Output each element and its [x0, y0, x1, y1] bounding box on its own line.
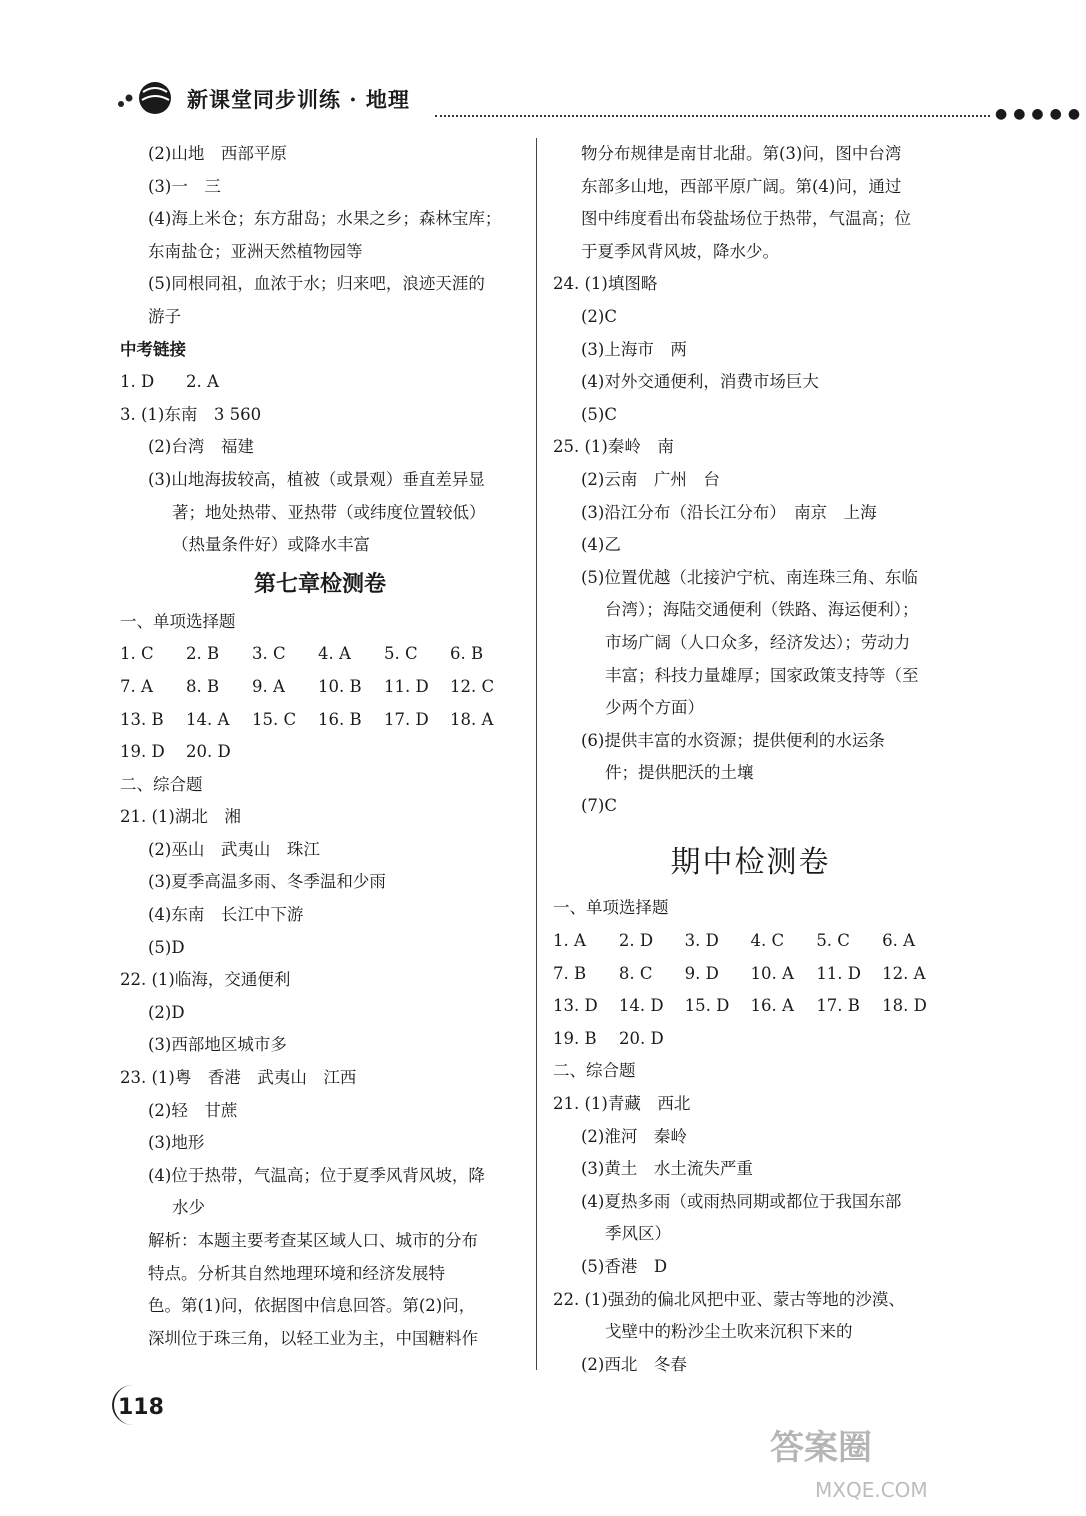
answer-line: (4)海上米仓；东方甜岛；水果之乡；森林宝库； [148, 209, 502, 229]
answer-line: 21. (1)青藏 西北 [553, 1094, 691, 1114]
analysis-line: 物分布规律是南甘北甜。第(3)问，图中台湾 [581, 144, 902, 163]
mc-answer: 13. B [120, 709, 164, 729]
mc-answer: 10. A [750, 963, 794, 983]
mc-answer: 1. D [120, 372, 155, 392]
answer-line: (3)黄土 水土流失严重 [581, 1159, 753, 1179]
book-logo-icon [115, 78, 181, 118]
mc-answer: 10. B [318, 676, 362, 696]
mc-answer: 20. D [186, 742, 231, 762]
mc-answer: 19. D [120, 742, 165, 762]
mc-answer: 14. A [186, 709, 230, 729]
answer-line: 游子 [148, 306, 181, 326]
watermark-url: MXQE.COM [815, 1478, 928, 1502]
mc-row [553, 958, 948, 991]
answer-line: 件；提供肥沃的土壤 [605, 763, 754, 783]
answer-line: (4)乙 [581, 535, 621, 555]
answer-line: (2)西北 冬春 [581, 1354, 687, 1374]
header-title: 新课堂同步训练 · 地理 [187, 87, 410, 112]
mc-answer: 1. C [120, 644, 154, 664]
answer-line: 25. (1)秦岭 南 [553, 437, 674, 457]
page-header [115, 78, 1086, 122]
mc-answer: 6. A [882, 931, 916, 951]
header-dots: ●●●●● [995, 106, 1086, 122]
mc-answer: 12. C [450, 676, 495, 696]
answer-line: 市场广阔（人口众多，经济发达）；劳动力 [605, 632, 911, 652]
analysis-line: 特点。分析其自然地理环境和经济发展特 [148, 1263, 445, 1283]
answer-line: (2)D [148, 1002, 185, 1022]
answer-line: (3)夏季高温多雨、冬季温和少雨 [148, 872, 386, 892]
answer-line: 少两个方面） [605, 698, 704, 718]
column-divider [536, 138, 537, 1370]
answer-line: 21. (1)湖北 湘 [120, 807, 241, 827]
answer-line: (2)云南 广州 台 [581, 469, 720, 489]
answer-line: (6)提供丰富的水资源；提供便利的水运条 [581, 730, 885, 750]
analysis-line: 深圳位于珠三角，以轻工业为主，中国糖料作 [148, 1328, 478, 1348]
mc-answer: 12. A [882, 963, 926, 983]
mc-answer: 7. A [120, 676, 153, 696]
analysis-line: 图中纬度看出布袋盐场位于热带，气温高；位 [581, 209, 911, 229]
mc-answer: 8. B [186, 676, 220, 696]
answer-line: (7)C [581, 795, 617, 815]
left-column [120, 138, 520, 1355]
mc-answer: 18. D [882, 996, 927, 1016]
mc-answer: 9. D [684, 963, 719, 983]
right-column [553, 138, 948, 1381]
mc-answer: 7. B [553, 963, 587, 983]
mc-answer: 5. C [384, 644, 418, 664]
answer-line: 东南盐仓；亚洲天然植物园等 [148, 241, 363, 261]
mc-answer: 3. D [684, 931, 719, 951]
analysis-line: 色。第(1)问，依据图中信息回答。第(2)问， [148, 1296, 476, 1316]
mc-row [120, 671, 520, 704]
analysis-line: 东部多山地，西部平原广阔。第(4)问，通过 [581, 176, 902, 196]
answer-line: 丰富；科技力量雄厚；国家政策支持等（至 [605, 665, 919, 685]
mc-row [553, 990, 948, 1023]
mc-answer: 17. B [816, 996, 860, 1016]
answer-line: 22. (1)强劲的偏北风把中亚、蒙古等地的沙漠、 [553, 1289, 905, 1309]
answer-line: 季风区） [605, 1224, 671, 1244]
answer-line: (5)香港 D [581, 1257, 668, 1276]
answer-line: （热量条件好）或降水丰富 [172, 535, 370, 555]
answer-line: 著；地处热带、亚热带（或纬度位置较低） [172, 502, 486, 522]
answer-line: (3)上海市 两 [581, 339, 687, 359]
section-heading: 二、综合题 [120, 774, 203, 794]
mc-answer: 3. C [252, 644, 286, 664]
answer-line: (3)山地海拔较高，植被（或景观）垂直差异显 [148, 469, 485, 489]
mc-answer: 4. A [318, 644, 351, 664]
answer-line: 水少 [172, 1198, 205, 1218]
mc-answer: 2. B [186, 644, 220, 664]
analysis-line: 解析：本题主要考查某区域人口、城市的分布 [148, 1231, 478, 1250]
answer-line: (4)东南 长江中下游 [148, 905, 304, 925]
mc-answer: 19. B [553, 1028, 597, 1048]
answer-line: (3)沿江分布（沿长江分布） 南京 上海 [581, 502, 877, 522]
mc-answer: 20. D [619, 1028, 664, 1048]
mc-answer: 5. C [816, 931, 850, 951]
mc-row [120, 638, 520, 671]
mc-answer: 15. D [684, 996, 730, 1016]
mc-row [553, 925, 948, 958]
answer-line: 24. (1)填图略 [553, 274, 658, 294]
page-number: 118 [118, 1395, 164, 1420]
mc-answer: 11. D [816, 963, 862, 983]
mc-answer: 9. A [252, 676, 285, 696]
answer-line: (2)C [581, 306, 617, 326]
answer-line: (4)位于热带，气温高；位于夏季风背风坡，降 [148, 1165, 485, 1185]
answer-line: (2)山地 西部平原 [148, 144, 287, 163]
answer-line: (3)地形 [148, 1133, 205, 1153]
answer-line: (4)夏热多雨（或雨热同期或都位于我国东部 [581, 1191, 902, 1211]
mc-answer: 13. D [553, 996, 598, 1016]
midterm-title: 期中检测卷 [670, 845, 831, 881]
answer-line: 3. (1)东南 3 560 [120, 404, 262, 424]
answer-line: (2)轻 甘蔗 [148, 1100, 238, 1120]
section-heading: 一、单项选择题 [553, 898, 669, 918]
answer-line: 23. (1)粤 香港 武夷山 江西 [120, 1068, 357, 1088]
analysis-line: 于夏季风背风坡，降水少。 [581, 241, 779, 261]
mc-answer: 4. C [750, 931, 785, 951]
mc-answer: 18. A [450, 709, 494, 729]
mc-answer: 1. A [553, 931, 586, 951]
answer-line: (3)西部地区城市多 [148, 1035, 287, 1055]
answer-line: 戈壁中的粉沙尘土吹来沉积下来的 [605, 1322, 853, 1342]
mc-answer: 16. B [318, 709, 362, 729]
mc-answer: 11. D [384, 676, 429, 696]
mc-answer: 16. A [750, 996, 794, 1016]
chapter-title: 第七章检测卷 [253, 570, 386, 597]
answer-line: (5)位置优越（北接沪宁杭、南连珠三角、东临 [581, 567, 918, 587]
mc-answer: 8. C [618, 963, 653, 983]
mc-answer: 2. D [618, 931, 654, 951]
mc-answer: 15. C [252, 709, 297, 729]
section-heading: 一、单项选择题 [120, 611, 236, 631]
header-rule [435, 115, 990, 117]
watermark-logo: 答案圈 [770, 1428, 872, 1468]
mc-answer: 6. B [450, 644, 484, 664]
mc-answer: 14. D [618, 996, 664, 1016]
mc-row [120, 704, 520, 737]
answer-line: (5)D [148, 937, 185, 957]
mc-row [120, 366, 520, 399]
answer-line: (4)对外交通便利，消费市场巨大 [581, 372, 819, 392]
mc-row [553, 1023, 948, 1056]
section-heading: 二、综合题 [553, 1061, 636, 1081]
answer-line: 22. (1)临海，交通便利 [120, 970, 291, 990]
answer-line: (2)巫山 武夷山 珠江 [148, 839, 320, 859]
mc-answer: 2. A [186, 372, 219, 392]
mc-row [120, 736, 520, 769]
answer-line: 台湾）；海陆交通便利（铁路、海运便利）； [605, 600, 919, 620]
section-heading: 中考链接 [120, 339, 186, 359]
answer-line: (5)同根同祖，血浓于水；归来吧，浪迹天涯的 [148, 274, 485, 294]
mc-answer: 17. D [384, 709, 429, 729]
answer-line: (2)台湾 福建 [148, 437, 254, 457]
answer-line: (5)C [581, 404, 617, 424]
answer-line: (3)一 三 [148, 176, 221, 196]
answer-line: (2)淮河 秦岭 [581, 1126, 687, 1146]
